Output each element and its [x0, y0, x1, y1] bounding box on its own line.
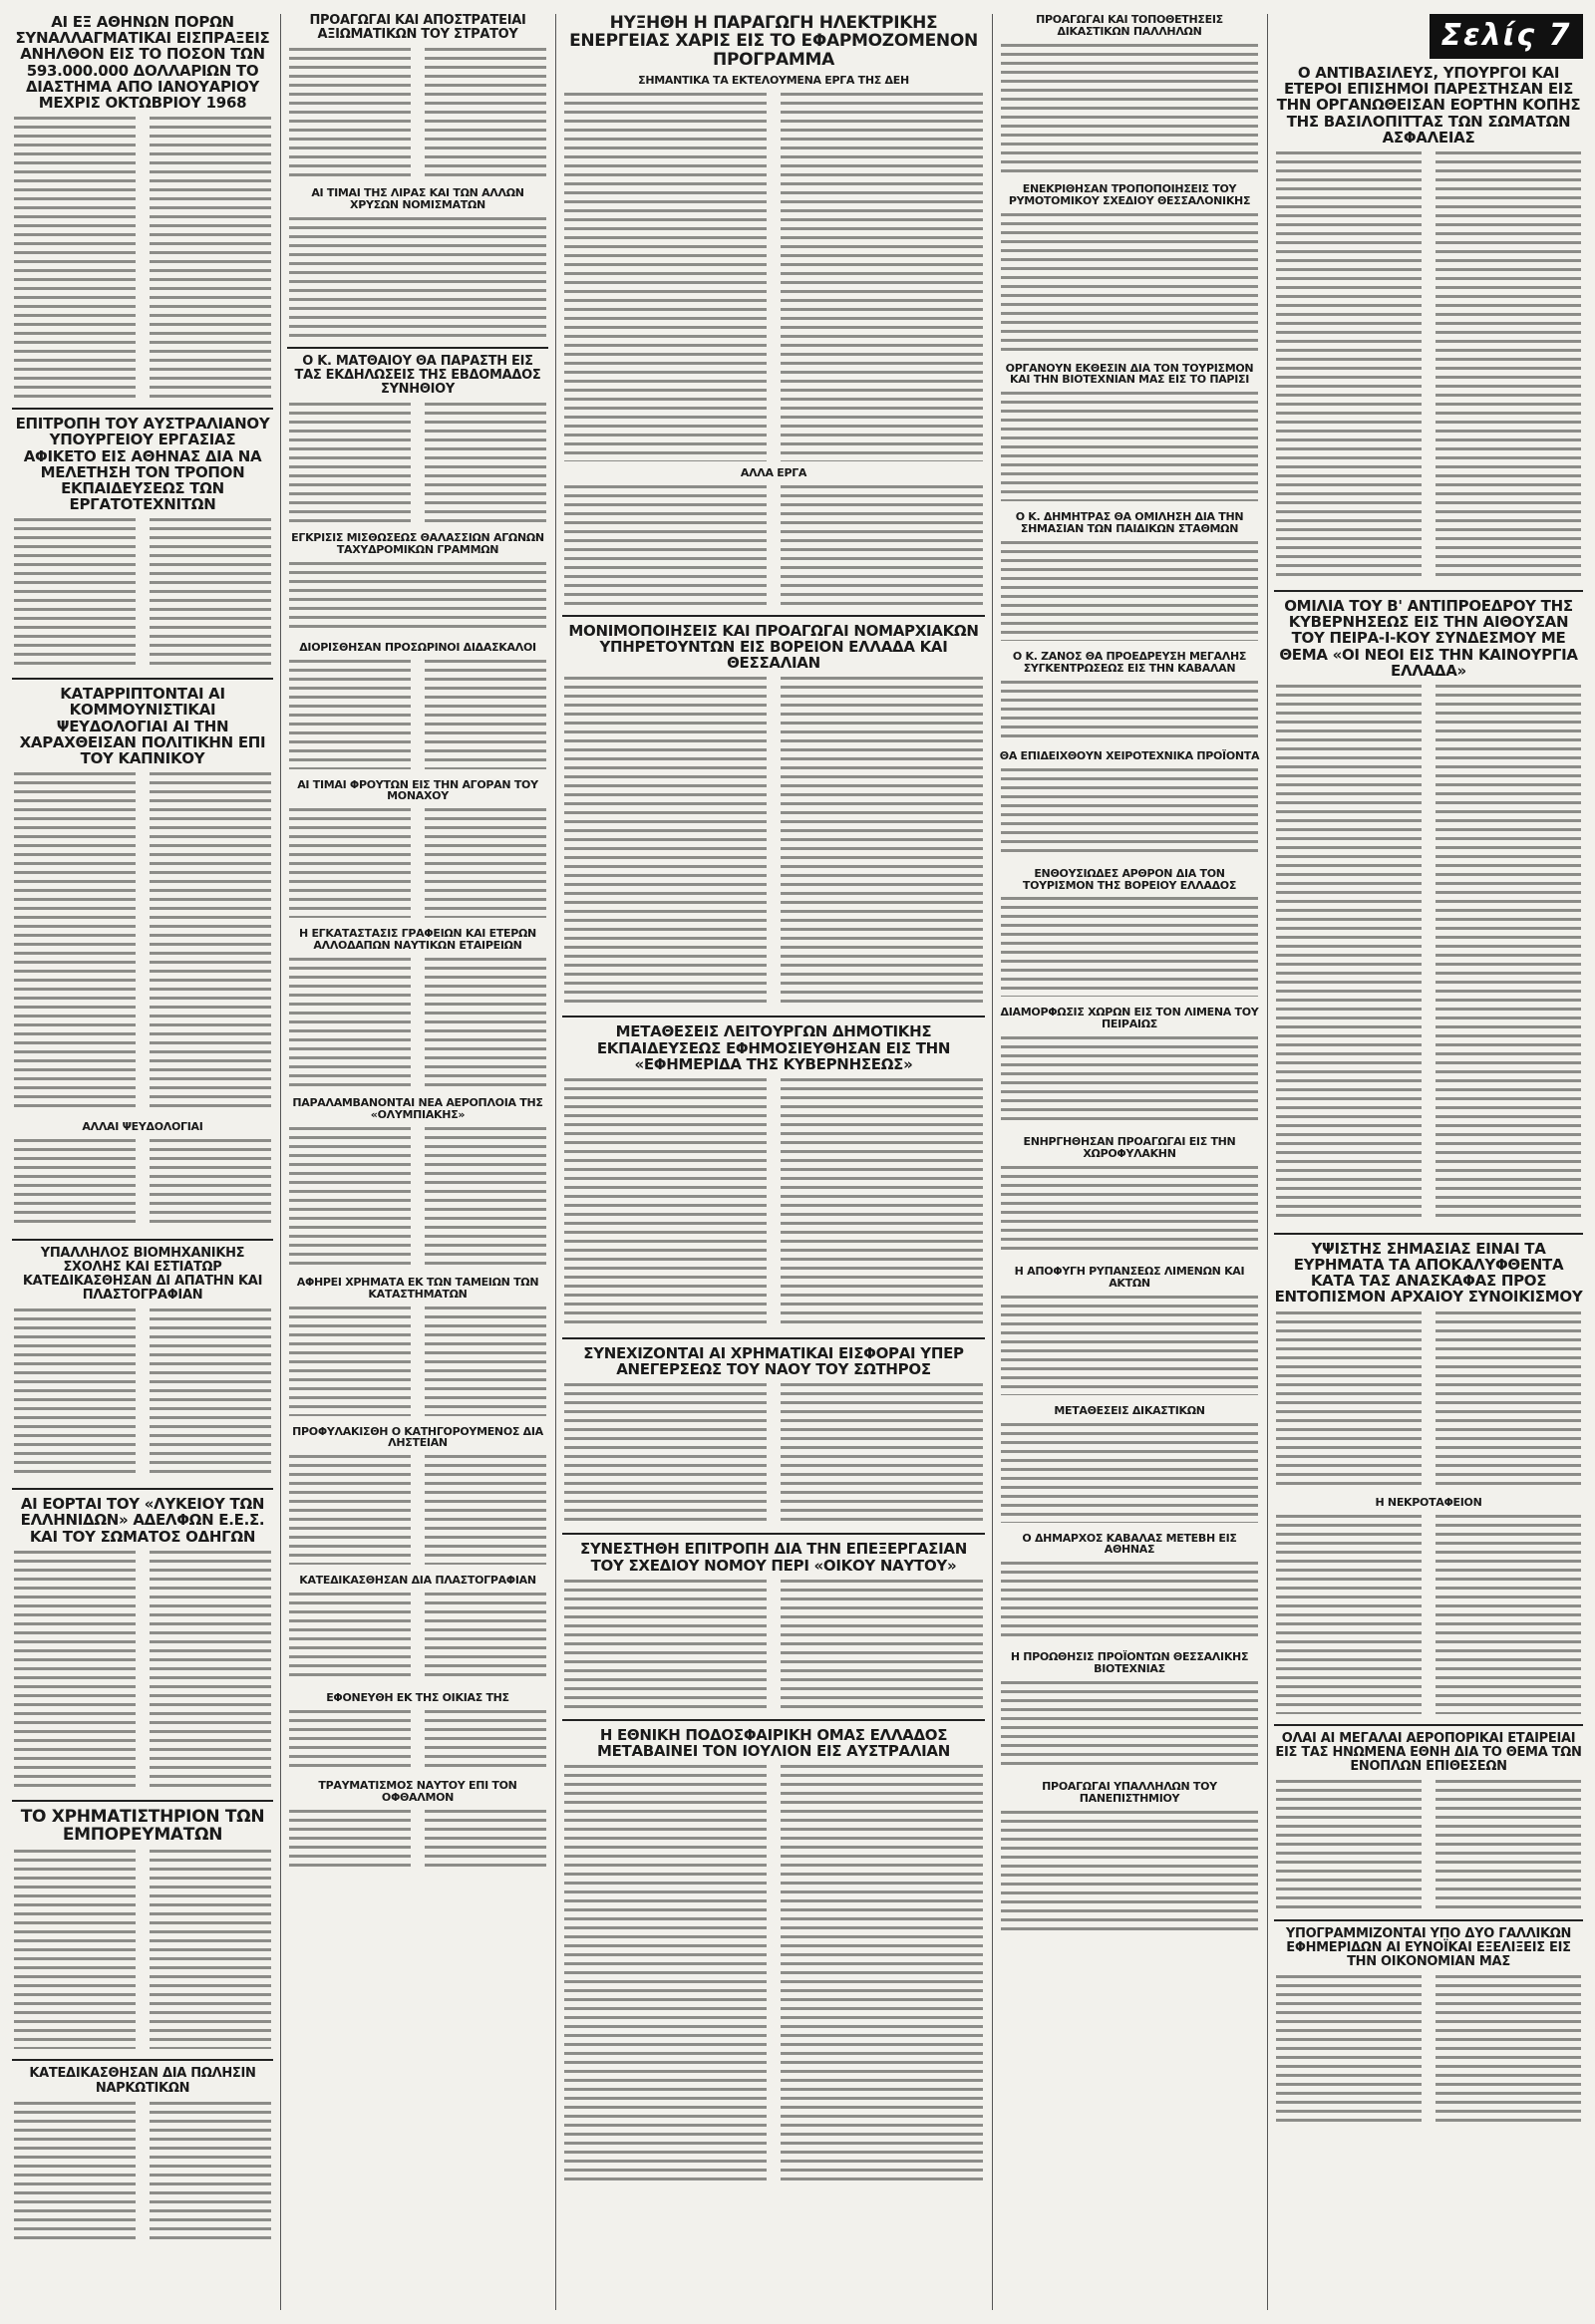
article: [999, 14, 1260, 173]
headline: ΟΡΓΑΝΟΥΝ ΕΚΘΕΣΙΝ ΔΙΑ ΤΟΝ ΤΟΥΡΙΣΜΟΝ ΚΑΙ ΤΗΝ ΒΙΟΤΕΧΝΙΑΝ ΜΑΣ ΕΙΣ ΤΟ ΠΑΡΙΣΙ: [1005, 361, 1254, 387]
headline: ΑΙ ΤΙΜΑΙ ΦΡΟΥΤΩΝ ΕΙΣ ΤΗΝ ΑΓΟΡΑΝ ΤΟΥ ΜΟΝΑΧΟΥ: [297, 777, 538, 803]
headline: Η ΑΠΟΦΥΓΗ ΡΥΠΑΝΣΕΩΣ ΛΙΜΕΝΩΝ ΚΑΙ ΑΚΤΩΝ: [1014, 1264, 1245, 1290]
column-rule: [1267, 14, 1268, 2310]
divider: [12, 2059, 273, 2061]
column-2: [287, 14, 548, 2310]
headline: ΗΥΞΗΘΗ Η ΠΑΡΑΓΩΓΗ ΗΛΕΚΤΡΙΚΗΣ ΕΝΕΡΓΕΙΑΣ ΧΑΡΙΣ ΕΙΣ ΤΟ ΕΦΑΡΜΟΖΟΜΕΝΟΝ ΠΡΟΓΡΑΜΜΑ: [569, 14, 978, 70]
article: [287, 532, 548, 632]
divider: [12, 408, 273, 410]
page-number-masthead: Σελίς 7: [1430, 14, 1583, 59]
divider: [1274, 1919, 1583, 1921]
headline: Ο Κ. ΖΑΝΟΣ ΘΑ ΠΡΟΕΔΡΕΥΣΗ ΜΕΓΑΛΗΣ ΣΥΓΚΕΝΤΡΩΣΕΩΣ ΕΙΣ ΤΗΝ ΚΑΒΑΛΑΝ: [1012, 650, 1247, 675]
article: [287, 1097, 548, 1267]
article: [999, 1405, 1260, 1523]
headline: Η ΕΓΚΑΤΑΣΤΑΣΙΣ ΓΡΑΦΕΙΩΝ ΚΑΙ ΕΤΕΡΩΝ ΑΛΛΟΔΑΠΩΝ ΝΑΥΤΙΚΩΝ ΕΤΑΙΡΕΙΩΝ: [299, 927, 536, 953]
article: [999, 1651, 1260, 1771]
divider: [562, 615, 985, 617]
headline: ΘΑ ΕΠΙΔΕΙΧΘΟΥΝ ΧΕΙΡΟΤΕΧΝΙΚΑ ΠΡΟΪΟΝΤΑ: [999, 748, 1260, 762]
headline: ΕΦΟΝΕΥΘΗ ΕΚ ΤΗΣ ΟΙΚΙΑΣ ΤΗΣ: [326, 1691, 509, 1705]
article: [999, 1007, 1260, 1126]
divider: [562, 1533, 985, 1535]
headline: Ο ΑΝΤΙΒΑΣΙΛΕΥΣ, ΥΠΟΥΡΓΟΙ ΚΑΙ ΕΤΕΡΟΙ ΕΠΙΣΗΜΟΙ ΠΑΡΕΣΤΗΣΑΝ ΕΙΣ ΤΗΝ ΟΡΓΑΝΩΘΕΙΣΑΝ ΕΟΡΤΗΝ ΚΟΠΗΣ ΤΗΣ ΒΑΣΙΛΟΠΙΤΤΑΣ ΤΩΝ ΣΩΜΑΤΩΝ ΑΣΦΑΛΕΙΑΣ: [1276, 64, 1581, 146]
headline: Η ΕΘΝΙΚΗ ΠΟΔΟΣΦΑΙΡΙΚΗ ΟΜΑΣ ΕΛΛΑΔΟΣ ΜΕΤΑΒΑΙΝΕΙ ΤΟΝ ΙΟΥΛΙΟΝ ΕΙΣ ΑΥΣΤΡΑΛΙΑΝ: [596, 1725, 950, 1760]
article: [12, 2067, 273, 2240]
article: [12, 1808, 273, 2050]
divider: [12, 1488, 273, 1490]
headline: Ο Κ. ΔΗΜΗΤΡΑΣ ΘΑ ΟΜΙΛΗΣΗ ΔΙΑ ΤΗΝ ΣΗΜΑΣΙΑΝ ΤΩΝ ΠΑΙΔΙΚΩΝ ΣΤΑΘΜΩΝ: [1015, 510, 1244, 536]
subheadline: ΣΗΜΑΝΤΙΚΑ ΤΑ ΕΚΤΕΛΟΥΜΕΝΑ ΕΡΓΑ ΤΗΣ ΔΕΗ: [638, 74, 909, 88]
article: [287, 779, 548, 919]
divider: [287, 347, 548, 349]
divider: [562, 1337, 985, 1339]
article: [287, 1277, 548, 1416]
headline: Η ΠΡΟΩΘΗΣΙΣ ΠΡΟΪΟΝΤΩΝ ΘΕΣΣΑΛΙΚΗΣ ΒΙΟΤΕΧΝΙΑΣ: [1010, 1650, 1249, 1676]
divider: [12, 678, 273, 680]
article: [287, 1575, 548, 1682]
divider: [12, 1239, 273, 1241]
headline: ΑΦΗΡΕΙ ΧΡΗΜΑΤΑ ΕΚ ΤΩΝ ΤΑΜΕΙΩΝ ΤΩΝ ΚΑΤΑΣΤΗΜΑΤΩΝ: [296, 1275, 539, 1301]
headline: ΕΓΚΡΙΣΙΣ ΜΙΣΘΩΣΕΩΣ ΘΑΛΑΣΣΙΩΝ ΑΓΩΝΩΝ ΤΑΧΥΔΡΟΜΙΚΩΝ ΓΡΑΜΜΩΝ: [291, 530, 544, 556]
headline: ΕΝΗΡΓΗΘΗΣΑΝ ΠΡΟΑΓΩΓΑΙ ΕΙΣ ΤΗΝ ΧΩΡΟΦΥΛΑΚΗΝ: [1023, 1135, 1236, 1160]
article: [12, 1247, 273, 1478]
article: [562, 1727, 985, 2183]
headline: ΟΜΙΛΙΑ ΤΟΥ Β' ΑΝΤΙΠΡΟΕΔΡΟΥ ΤΗΣ ΚΥΒΕΡΝΗΣΕΩΣ ΕΙΣ ΤΗΝ ΑΙΘΟΥΣΑΝ ΤΟΥ ΠΕΙΡΑ-Ι-ΚΟΥ ΣΥΝΔΕΣΜΟΥ ΜΕ ΘΕΜΑ «ΟΙ ΝΕΟΙ ΕΙΣ ΤΗΝ ΚΑΙΝΟΥΡΓΙΑ ΕΛΛΑΔΑ»: [1279, 596, 1578, 680]
column-3: [562, 14, 985, 2310]
headline: ΑΙ ΕΞ ΑΘΗΝΩΝ ΠΟΡΩΝ ΣΥΝΑΛΛΑΓΜΑΤΙΚΑΙ ΕΙΣΠΡΑΞΕΙΣ ΑΝΗΛΘΟΝ ΕΙΣ ΤΟ ΠΟΣΟΝ ΤΩΝ 593.000.000 ΔΟΛΛΑΡΙΩΝ ΤΟ ΔΙΑΣΤΗΜΑ ΑΠΟ ΙΑΝΟΥΑΡΙΟΥ ΜΕΧΡΙΣ ΟΚΤΩΒΡΙΟΥ 1968: [15, 14, 270, 112]
headline: ΠΡΟΦΥΛΑΚΙΣΘΗ Ο ΚΑΤΗΓΟΡΟΥΜΕΝΟΣ ΔΙΑ ΛΗΣΤΕΙΑΝ: [292, 1424, 543, 1450]
article: [287, 1780, 548, 1870]
headline: ΠΑΡΑΛΑΜΒΑΝΟΝΤΑΙ ΝΕΑ ΑΕΡΟΠΛΟΙΑ ΤΗΣ «ΟΛΥΜΠΙΑΚΗΣ»: [292, 1096, 543, 1121]
article: [999, 651, 1260, 740]
article: [12, 686, 273, 1111]
article: [999, 750, 1260, 858]
headline: ΜΟΝΙΜΟΠΟΙΗΣΕΙΣ ΚΑΙ ΠΡΟΑΓΩΓΑΙ ΝΟΜΑΡΧΙΑΚΩΝ ΥΠΗΡΕΤΟΥΝΤΩΝ ΕΙΣ ΒΟΡΕΙΟΝ ΕΛΛΑΔΑ ΚΑΙ ΘΕΣΣΑΛΙΑΝ: [568, 621, 979, 673]
headline: Ο Κ. ΜΑΤΘΑΙΟΥ ΘΑ ΠΑΡΑΣΤΗ ΕΙΣ ΤΑΣ ΕΚΔΗΛΩΣΕΙΣ ΤΗΣ ΕΒΔΟΜΑΔΟΣ ΣΥΝΗΘΙΟΥ: [294, 353, 541, 397]
headline: ΔΙΟΡΙΣΘΗΣΑΝ ΠΡΟΣΩΡΙΝΟΙ ΔΙΔΑΣΚΑΛΟΙ: [299, 640, 536, 654]
article: [562, 1345, 985, 1523]
article: [287, 928, 548, 1087]
divider: [562, 1719, 985, 1721]
column-1: [12, 14, 273, 2310]
article: [999, 868, 1260, 998]
article: [287, 355, 548, 522]
headline: ΕΝΕΚΡΙΘΗΣΑΝ ΤΡΟΠΟΠΟΙΗΣΕΙΣ ΤΟΥ ΡΥΜΟΤΟΜΙΚΟΥ ΣΧΕΔΙΟΥ ΘΕΣΣΑΛΟΝΙΚΗΣ: [1008, 181, 1251, 207]
divider: [562, 1016, 985, 1017]
headline: ΣΥΝΕΣΤΗΘΗ ΕΠΙΤΡΟΠΗ ΔΙΑ ΤΗΝ ΕΠΕΞΕΡΓΑΣΙΑΝ ΤΟΥ ΣΧΕΔΙΟΥ ΝΟΜΟΥ ΠΕΡΙ «ΟΙΚΟΥ ΝΑΥΤΟΥ»: [580, 1540, 967, 1575]
headline: ΠΡΟΑΓΩΓΑΙ ΥΠΑΛΛΗΛΩΝ ΤΟΥ ΠΑΝΕΠΙΣΤΗΜΙΟΥ: [1042, 1780, 1217, 1805]
headline: ΑΙ ΕΟΡΤΑΙ ΤΟΥ «ΛΥΚΕΙΟΥ ΤΩΝ ΕΛΛΗΝΙΔΩΝ» ΑΔΕΛΦΩΝ Ε.Ε.Σ. ΚΑΙ ΤΟΥ ΣΩΜΑΤΟΣ ΟΔΗΓΩΝ: [20, 1495, 265, 1546]
headline: ΥΨΙΣΤΗΣ ΣΗΜΑΣΙΑΣ ΕΙΝΑΙ ΤΑ ΕΥΡΗΜΑΤΑ ΤΑ ΑΠΟΚΑΛΥΦΘΕΝΤΑ ΚΑΤΑ ΤΑΣ ΑΝΑΣΚΑΦΑΣ ΠΡΟΣ ΕΝΤΟΠΙΣΜΟΝ ΑΡΧΑΙΟΥ ΣΥΝΟΙΚΙΣΜΟΥ: [1274, 1239, 1583, 1307]
headline: ΚΑΤΑΡΡΙΠΤΟΝΤΑΙ ΑΙ ΚΟΜΜΟΥΝΙΣΤΙΚΑΙ ΨΕΥΔΟΛΟΓΙΑΙ ΑΙ ΤΗΝ ΧΑΡΑΧΘΕΙΣΑΝ ΠΟΛΙΤΙΚΗΝ ΕΠΙ ΤΟΥ ΚΑΠΝΙΚΟΥ: [19, 685, 266, 767]
headline: ΤΡΑΥΜΑΤΙΣΜΟΣ ΝΑΥΤΟΥ ΕΠΙ ΤΟΝ ΟΦΘΑΛΜΟΝ: [318, 1779, 517, 1804]
divider: [12, 1800, 273, 1802]
headline: ΕΝΘΟΥΣΙΩΔΕΣ ΑΡΘΡΟΝ ΔΙΑ ΤΟΝ ΤΟΥΡΙΣΜΟΝ ΤΗΣ ΒΟΡΕΙΟΥ ΕΛΛΑΔΟΣ: [1022, 866, 1237, 892]
article: [1274, 1241, 1583, 1714]
headline: ΚΑΤΕΔΙΚΑΣΘΗΣΑΝ ΔΙΑ ΠΛΑΣΤΟΓΡΑΦΙΑΝ: [299, 1574, 536, 1588]
article: [12, 1496, 273, 1790]
headline: ΔΙΑΜΟΡΦΩΣΙΣ ΧΩΡΩΝ ΕΙΣ ΤΟΝ ΛΙΜΕΝΑ ΤΟΥ ΠΕΙΡΑΙΩΣ: [1000, 1006, 1259, 1031]
article: [562, 1023, 985, 1327]
article: [12, 14, 273, 398]
headline: ΠΡΟΑΓΩΓΑΙ ΚΑΙ ΑΠΟΣΤΡΑΤΕΙΑΙ ΑΞΙΩΜΑΤΙΚΩΝ ΤΟΥ ΣΤΡΑΤΟΥ: [309, 14, 526, 43]
headline: ΥΠΟΓΡΑΜΜΙΖΟΝΤΑΙ ΥΠΟ ΔΥΟ ΓΑΛΛΙΚΩΝ ΕΦΗΜΕΡΙΔΩΝ ΑΙ ΕΥΝΟΪΚΑΙ ΕΞΕΛΙΞΕΙΣ ΕΙΣ ΤΗΝ ΟΙΚΟΝΟΜΙΑΝ ΜΑΣ: [1285, 1925, 1572, 1969]
article: [1274, 65, 1583, 580]
subheadline: Η ΝΕΚΡΟΤΑΦΕΙΟΝ: [1375, 1495, 1482, 1509]
headline: ΟΛΑΙ ΑΙ ΜΕΓΑΛΑΙ ΑΕΡΟΠΟΡΙΚΑΙ ΕΤΑΙΡΕΙΑΙ ΕΙΣ ΤΑΣ ΗΝΩΜΕΝΑ ΕΘΝΗ ΔΙΑ ΤΟ ΘΕΜΑ ΤΩΝ ΕΝΟΠΛΩΝ ΕΠΙΘΕΣΕΩΝ: [1275, 1730, 1582, 1774]
headline: Ο ΔΗΜΑΡΧΟΣ ΚΑΒΑΛΑΣ ΜΕΤΕΒΗ ΕΙΣ ΑΘΗΝΑΣ: [1022, 1531, 1237, 1557]
article: [287, 1692, 548, 1770]
divider: [1274, 1233, 1583, 1235]
article: [999, 363, 1260, 502]
headline: ΠΡΟΑΓΩΓΑΙ ΚΑΙ ΤΟΠΟΘΕΤΗΣΕΙΣ ΔΙΚΑΣΤΙΚΩΝ ΠΑΛΛΗΛΩΝ: [1036, 14, 1223, 38]
divider: [1274, 1724, 1583, 1726]
article: [287, 1426, 548, 1566]
article: [1274, 1732, 1583, 1909]
headline: ΑΙ ΤΙΜΑΙ ΤΗΣ ΛΙΡΑΣ ΚΑΙ ΤΩΝ ΑΛΛΩΝ ΧΡΥΣΩΝ ΝΟΜΙΣΜΑΤΩΝ: [311, 186, 524, 211]
article: [12, 1121, 273, 1229]
headline: ΥΠΑΛΛΗΛΟΣ ΒΙΟΜΗΧΑΝΙΚΗΣ ΣΧΟΛΗΣ ΚΑΙ ΕΣΤΙΑΤΩΡ ΚΑΤΕΔΙΚΑΣΘΗΣΑΝ ΔΙ ΑΠΑΤΗΝ ΚΑΙ ΠΛΑΣΤΟΓΡΑΦΙΑΝ: [22, 1246, 263, 1304]
column-5: [1274, 14, 1583, 2310]
headline: ΣΥΝΕΧΙΖΟΝΤΑΙ ΑΙ ΧΡΗΜΑΤΙΚΑΙ ΕΙΣΦΟΡΑΙ ΥΠΕΡ ΑΝΕΓΕΡΣΕΩΣ ΤΟΥ ΝΑΟΥ ΤΟΥ ΣΩΤΗΡΟΣ: [583, 1343, 964, 1379]
article: [999, 1266, 1260, 1395]
article: [287, 14, 548, 177]
headline: ΜΕΤΑΘΕΣΕΙΣ ΔΙΚΑΣΤΙΚΩΝ: [1054, 1403, 1205, 1417]
article: [999, 183, 1260, 353]
article: [562, 623, 985, 1007]
article: [999, 1136, 1260, 1256]
article: [287, 642, 548, 769]
article: [999, 511, 1260, 641]
article: [999, 1781, 1260, 1930]
article: [999, 1533, 1260, 1642]
article: [12, 416, 273, 668]
article: [562, 14, 985, 605]
column-rule: [280, 14, 281, 2310]
headline: ΤΟ ΧΡΗΜΑΤΙΣΤΗΡΙΟΝ ΤΩΝ ΕΜΠΟΡΕΥΜΑΤΩΝ: [20, 1806, 265, 1846]
headline: ΚΑΤΕΔΙΚΑΣΘΗΣΑΝ ΔΙΑ ΠΩΛΗΣΙΝ ΝΑΡΚΩΤΙΚΩΝ: [29, 2066, 256, 2096]
column-4: [999, 14, 1260, 2310]
article: [1274, 1927, 1583, 2125]
article: [1274, 598, 1583, 1223]
article: [562, 1541, 985, 1708]
column-rule: [992, 14, 993, 2310]
column-rule: [555, 14, 556, 2310]
subheadline: ΑΛΛΑ ΕΡΓΑ: [740, 465, 807, 479]
headline: ΕΠΙΤΡΟΠΗ ΤΟΥ ΑΥΣΤΡΑΛΙΑΝΟΥ ΥΠΟΥΡΓΕΙΟΥ ΕΡΓΑΣΙΑΣ ΑΦΙΚΕΤΟ ΕΙΣ ΑΘΗΝΑΣ ΔΙΑ ΝΑ ΜΕΛΕΤΗΣΗ ΤΟΝ ΤΡΟΠΟΝ ΕΚΠΑΙΔΕΥΣΕΩΣ ΤΩΝ ΕΡΓΑΤΟΤΕΧΝΙΤΩΝ: [15, 415, 270, 514]
divider: [1274, 590, 1583, 592]
article: [287, 187, 548, 337]
headline: ΜΕΤΑΘΕΣΕΙΣ ΛΕΙΤΟΥΡΓΩΝ ΔΗΜΟΤΙΚΗΣ ΕΚΠΑΙΔΕΥΣΕΩΣ ΕΦΗΜΟΣΙΕΥΘΗΣΑΝ ΕΙΣ ΤΗΝ «ΕΦΗΜΕΡΙΔΑ ΤΗΣ ΚΥΒΕΡΝΗΣΕΩΣ»: [596, 1022, 951, 1073]
subheadline: ΑΛΛΑΙ ΨΕΥΔΟΛΟΓΙΑΙ: [82, 1120, 203, 1134]
